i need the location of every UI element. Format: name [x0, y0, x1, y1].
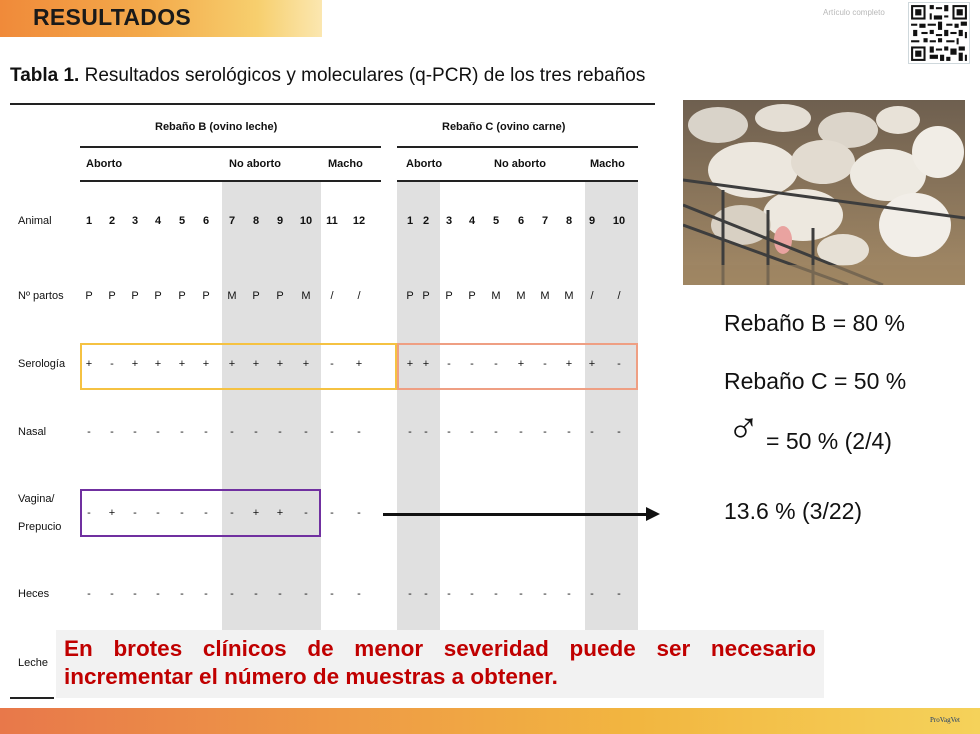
cell-heces: - [567, 588, 571, 600]
cell-partos: M [540, 290, 550, 302]
group-header-b: Rebaño B (ovino leche) [155, 121, 278, 133]
cell-nasal: - [254, 426, 258, 438]
cell-partos: P [202, 290, 210, 302]
cell-serologia: + [302, 358, 310, 370]
cell-animal: 2 [108, 215, 116, 227]
cell-serologia: - [494, 358, 498, 370]
cell-animal: 9 [588, 215, 596, 227]
table-bottom-rule [10, 697, 54, 699]
subgroup-rule-b [80, 180, 381, 182]
serology-box-herd-b [80, 343, 397, 390]
cell-nasal: - [470, 426, 474, 438]
cell-partos: M [491, 290, 501, 302]
cell-heces: - [87, 588, 91, 600]
cell-heces: - [180, 588, 184, 600]
cell-animal: 7 [541, 215, 549, 227]
cell-heces: - [424, 588, 428, 600]
cell-vagina: + [252, 507, 260, 519]
shaded-column-block [222, 181, 321, 633]
cell-animal: 2 [422, 215, 430, 227]
cell-serologia: + [588, 358, 596, 370]
result-vaginal: 13.6 % (3/22) [724, 498, 863, 524]
section-title: RESULTADOS [33, 4, 192, 30]
cell-serologia: + [565, 358, 573, 370]
footer-bar [0, 708, 980, 734]
cell-vagina: - [156, 507, 160, 519]
cell-nasal: - [110, 426, 114, 438]
cell-heces: - [278, 588, 282, 600]
cell-animal: 11 [326, 215, 338, 227]
cell-nasal: - [204, 426, 208, 438]
cell-partos: P [252, 290, 260, 302]
cell-vagina: - [230, 507, 234, 519]
cell-partos: P [445, 290, 453, 302]
cell-vagina: - [133, 507, 137, 519]
subgroup-rule-c [397, 180, 638, 182]
cell-partos: P [131, 290, 139, 302]
serology-box-herd-c [397, 343, 638, 390]
cell-serologia: - [110, 358, 114, 370]
cell-serologia: + [228, 358, 236, 370]
table-top-rule [10, 103, 655, 105]
subgroup-macho-c: Macho [590, 158, 625, 170]
cell-animal: 1 [85, 215, 93, 227]
cell-nasal: - [278, 426, 282, 438]
cell-nasal: - [590, 426, 594, 438]
cell-partos: P [85, 290, 93, 302]
row-label-prepucio: Prepucio [18, 521, 62, 533]
subgroup-noaborto-c: No aborto [494, 158, 546, 170]
cell-heces: - [543, 588, 547, 600]
cell-heces: - [470, 588, 474, 600]
row-label-nasal: Nasal [18, 426, 47, 438]
shaded-column-block [397, 181, 440, 633]
cell-animal: 10 [299, 215, 313, 227]
cell-partos: P [422, 290, 430, 302]
cell-partos: M [564, 290, 574, 302]
cell-heces: - [357, 588, 361, 600]
cell-animal: 3 [131, 215, 139, 227]
cell-nasal: - [330, 426, 334, 438]
cell-heces: - [230, 588, 234, 600]
cell-partos: / [590, 290, 594, 302]
cell-animal: 4 [154, 215, 162, 227]
cell-vagina: - [304, 507, 308, 519]
cell-heces: - [204, 588, 208, 600]
result-herd-b: Rebaño B = 80 % [724, 310, 905, 336]
cell-nasal: - [87, 426, 91, 438]
article-link[interactable]: Artículo completo [823, 8, 885, 17]
cell-partos: / [330, 290, 334, 302]
cell-nasal: - [133, 426, 137, 438]
cell-serologia: + [154, 358, 162, 370]
shaded-column-block [585, 181, 638, 633]
arrow-right-icon [646, 507, 660, 521]
cell-heces: - [408, 588, 412, 600]
cell-nasal: - [424, 426, 428, 438]
cell-heces: - [304, 588, 308, 600]
row-label-serologia: Serología [18, 358, 66, 370]
cell-vagina: - [87, 507, 91, 519]
cell-animal: 10 [612, 215, 626, 227]
cell-serologia: + [355, 358, 363, 370]
cell-partos: M [227, 290, 237, 302]
cell-animal: 3 [445, 215, 453, 227]
table-title [10, 65, 645, 87]
cell-vagina: + [108, 507, 116, 519]
cell-nasal: - [408, 426, 412, 438]
cell-partos: P [468, 290, 476, 302]
conclusion-callout [56, 630, 824, 698]
cell-partos: P [178, 290, 186, 302]
cell-nasal: - [494, 426, 498, 438]
cell-heces: - [590, 588, 594, 600]
cell-nasal: - [156, 426, 160, 438]
cell-heces: - [519, 588, 523, 600]
cell-serologia: - [330, 358, 334, 370]
cell-heces: - [330, 588, 334, 600]
cell-heces: - [133, 588, 137, 600]
sheep-photo [683, 100, 965, 285]
cell-vagina: + [276, 507, 284, 519]
cell-serologia: + [406, 358, 414, 370]
row-label-partos: Nº partos [18, 290, 64, 302]
cell-animal: 5 [178, 215, 186, 227]
cell-serologia: + [422, 358, 430, 370]
cell-partos: P [108, 290, 116, 302]
cell-serologia: + [178, 358, 186, 370]
footer-brand: ProVagVet [930, 716, 960, 724]
subgroup-aborto-c: Aborto [406, 158, 443, 170]
group-rule-b [80, 146, 381, 148]
cell-animal: 1 [406, 215, 414, 227]
qr-code-icon[interactable] [908, 2, 970, 64]
cell-serologia: - [617, 358, 621, 370]
cell-vagina: - [204, 507, 208, 519]
cell-heces: - [494, 588, 498, 600]
cell-partos: / [617, 290, 621, 302]
cell-nasal: - [447, 426, 451, 438]
group-rule-c [397, 146, 638, 148]
cell-animal: 6 [202, 215, 210, 227]
row-label-leche: Leche [18, 657, 48, 669]
cell-vagina: - [330, 507, 334, 519]
cell-heces: - [617, 588, 621, 600]
male-symbol-icon: ♂ [727, 404, 760, 453]
cell-serologia: - [470, 358, 474, 370]
cell-animal: 8 [565, 215, 573, 227]
cell-heces: - [156, 588, 160, 600]
cell-partos: M [301, 290, 311, 302]
cell-vagina: - [357, 507, 361, 519]
result-male: = 50 % (2/4) [766, 428, 892, 454]
table-title-number: Tabla 1. [10, 65, 80, 86]
cell-vagina: - [180, 507, 184, 519]
row-label-animal: Animal [18, 215, 52, 227]
cell-serologia: + [252, 358, 260, 370]
arrow-line [383, 513, 648, 516]
vaginal-box-herd-b [80, 489, 321, 537]
cell-heces: - [254, 588, 258, 600]
table-title-text: Resultados serológicos y moleculares (q-PCR) de los tres rebaños [79, 65, 646, 86]
row-label-heces: Heces [18, 588, 50, 600]
cell-nasal: - [519, 426, 523, 438]
cell-animal: 5 [492, 215, 500, 227]
cell-serologia: + [131, 358, 139, 370]
cell-serologia: + [517, 358, 525, 370]
cell-heces: - [110, 588, 114, 600]
result-herd-c: Rebaño C = 50 % [724, 368, 907, 394]
cell-animal: 4 [468, 215, 476, 227]
cell-partos: P [154, 290, 162, 302]
cell-serologia: - [447, 358, 451, 370]
cell-nasal: - [617, 426, 621, 438]
cell-partos: P [276, 290, 284, 302]
cell-nasal: - [230, 426, 234, 438]
cell-nasal: - [567, 426, 571, 438]
cell-partos: M [516, 290, 526, 302]
cell-nasal: - [180, 426, 184, 438]
cell-nasal: - [357, 426, 361, 438]
cell-animal: 12 [352, 215, 366, 227]
subgroup-aborto-b: Aborto [86, 158, 123, 170]
cell-serologia: + [276, 358, 284, 370]
row-label-vagina: Vagina/ [18, 493, 55, 505]
group-header-c: Rebaño C (ovino carne) [442, 121, 566, 133]
cell-partos: / [357, 290, 361, 302]
cell-heces: - [447, 588, 451, 600]
conclusion-text: En brotes clínicos de menor severidad puede ser necesario incrementar el número de muestras a obtener. [64, 636, 816, 689]
subgroup-noaborto-b: No aborto [229, 158, 281, 170]
cell-serologia: + [85, 358, 93, 370]
subgroup-macho-b: Macho [328, 158, 363, 170]
cell-animal: 8 [252, 215, 260, 227]
cell-animal: 9 [276, 215, 284, 227]
cell-animal: 7 [228, 215, 236, 227]
cell-partos: P [406, 290, 414, 302]
cell-serologia: - [543, 358, 547, 370]
cell-nasal: - [304, 426, 308, 438]
cell-serologia: + [202, 358, 210, 370]
cell-animal: 6 [517, 215, 525, 227]
cell-nasal: - [543, 426, 547, 438]
